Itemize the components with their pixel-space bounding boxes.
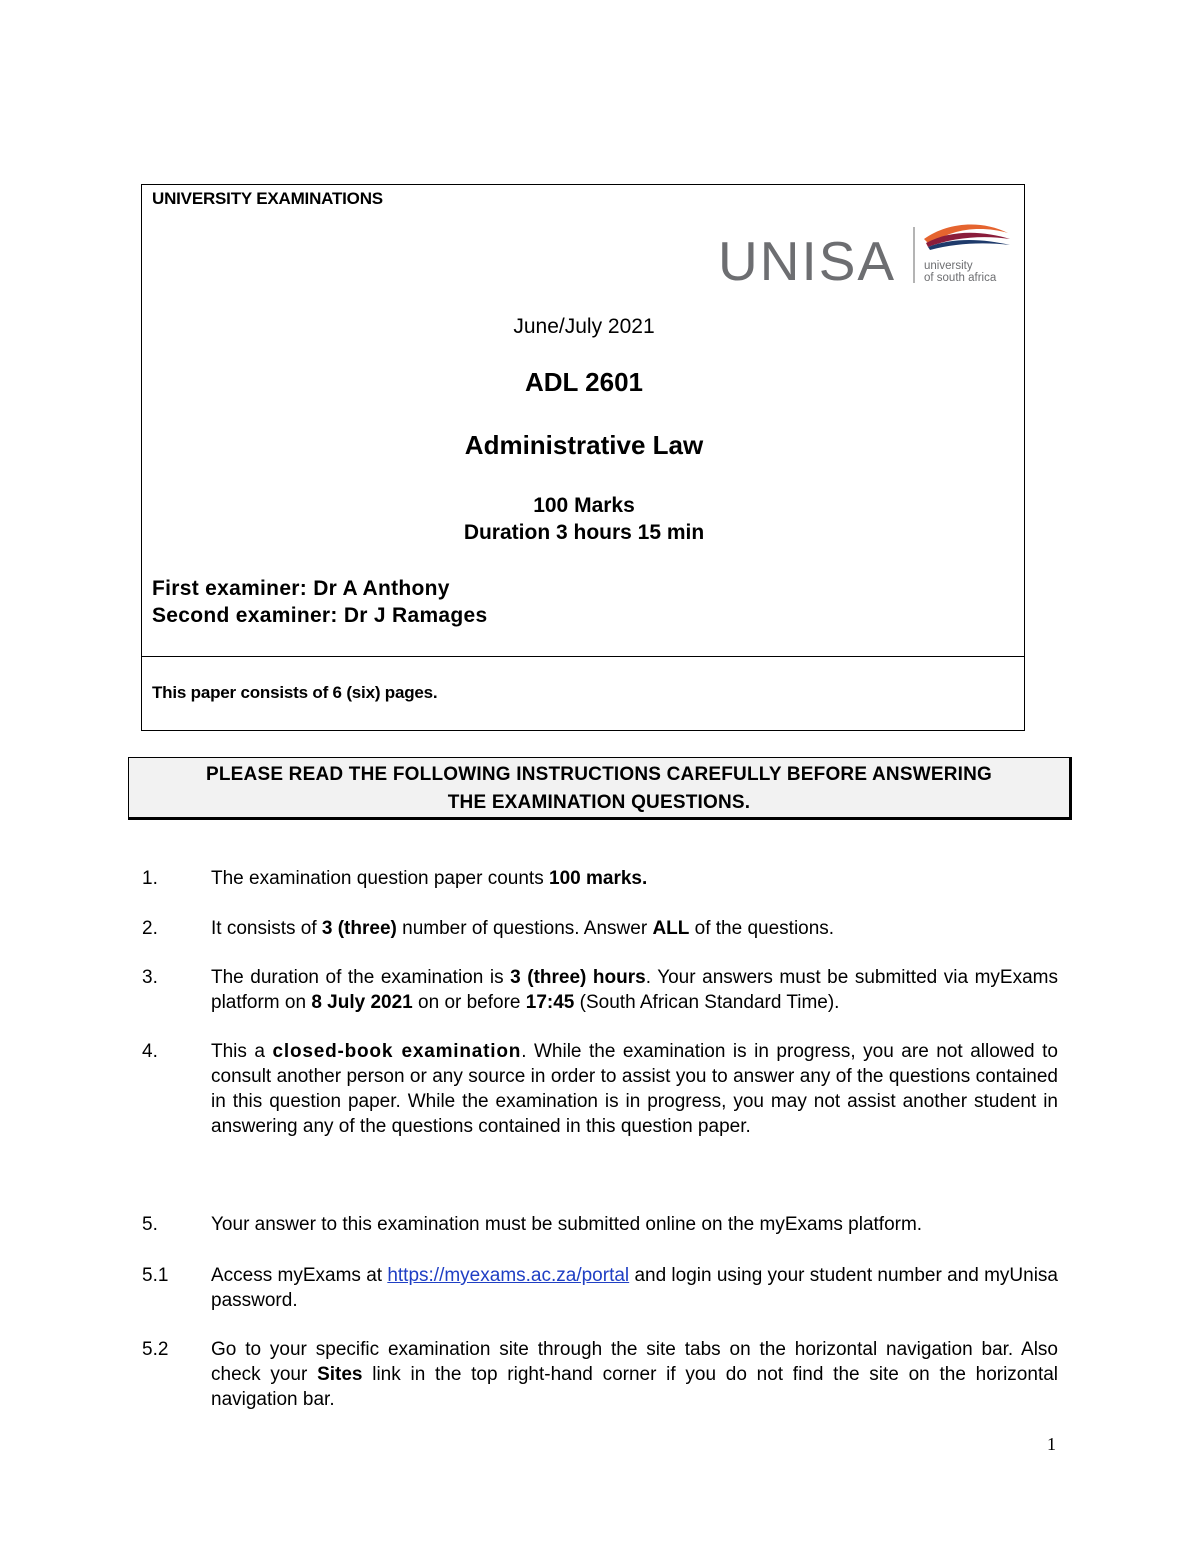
item-text: The examination question paper counts 100 marks. [211,868,648,889]
item-text: Go to your specific examination site through the site tabs on the horizontal navigation bar. Also check your Sites link in the top right-hand corner if you do not find the site on the horizontal navigation bar. [211,1339,1059,1410]
item-text: Your answer to this examination must be submitted online on the myExams platform. [211,1214,923,1235]
myexams-portal-link[interactable]: https://myexams.ac.za/portal [387,1265,630,1286]
instructions-heading-line2: THE EXAMINATION QUESTIONS. [447,792,751,813]
item-number: 5. [142,1214,158,1235]
item-text: Access myExams at https://myexams.ac.za/portal and login using your student number and myUnisa password. [211,1265,1058,1311]
second-examiner: Second examiner: Dr J Ramages [152,604,488,627]
logo-wordmark: UNISA [718,230,897,287]
instructions-heading [128,757,1072,820]
cover-box [141,184,1025,731]
module-name: Administrative Law [464,430,704,460]
first-examiner: First examiner: Dr A Anthony [152,577,450,600]
item-text: The duration of the examination is 3 (three) hours. Your answers must be submitted via myExams platform on 8 July 2021 on or before 17:45 (South African Standard Time). [211,967,1058,1013]
module-code: ADL 2601 [524,367,644,397]
item-number: 3. [142,967,158,988]
logo-line1: university [924,260,973,272]
cover-divider [142,656,1024,657]
item-text: It consists of 3 (three) number of questions. Answer ALL of the questions. [211,918,835,939]
total-marks: 100 Marks [533,494,635,517]
exam-session: June/July 2021 [513,315,655,338]
page-number: 1 [1047,1434,1056,1454]
item-number: 1. [142,868,158,889]
item-number: 2. [142,918,158,939]
item-number: 5.2 [142,1339,169,1360]
item-number: 4. [142,1041,158,1062]
exam-duration: Duration 3 hours 15 min [463,521,705,544]
logo-line2: of south africa [924,272,997,284]
item-text: This a closed-book examination. While the examination is in progress, you are not allowed to consult another person or any source in order to assist you to answer any of the questions contained in this question paper. While the examination is in progress, you may not assist another student in answering any of the questions contained in this question paper. [211,1041,1058,1137]
unisa-logo [718,221,1018,287]
exam-header: UNIVERSITY EXAMINATIONS [152,189,383,208]
item-number: 5.1 [142,1265,169,1286]
pages-note: This paper consists of 6 (six) pages. [152,683,438,702]
instructions-heading-line1: PLEASE READ THE FOLLOWING INSTRUCTIONS CAREFULLY BEFORE ANSWERING [205,764,993,785]
